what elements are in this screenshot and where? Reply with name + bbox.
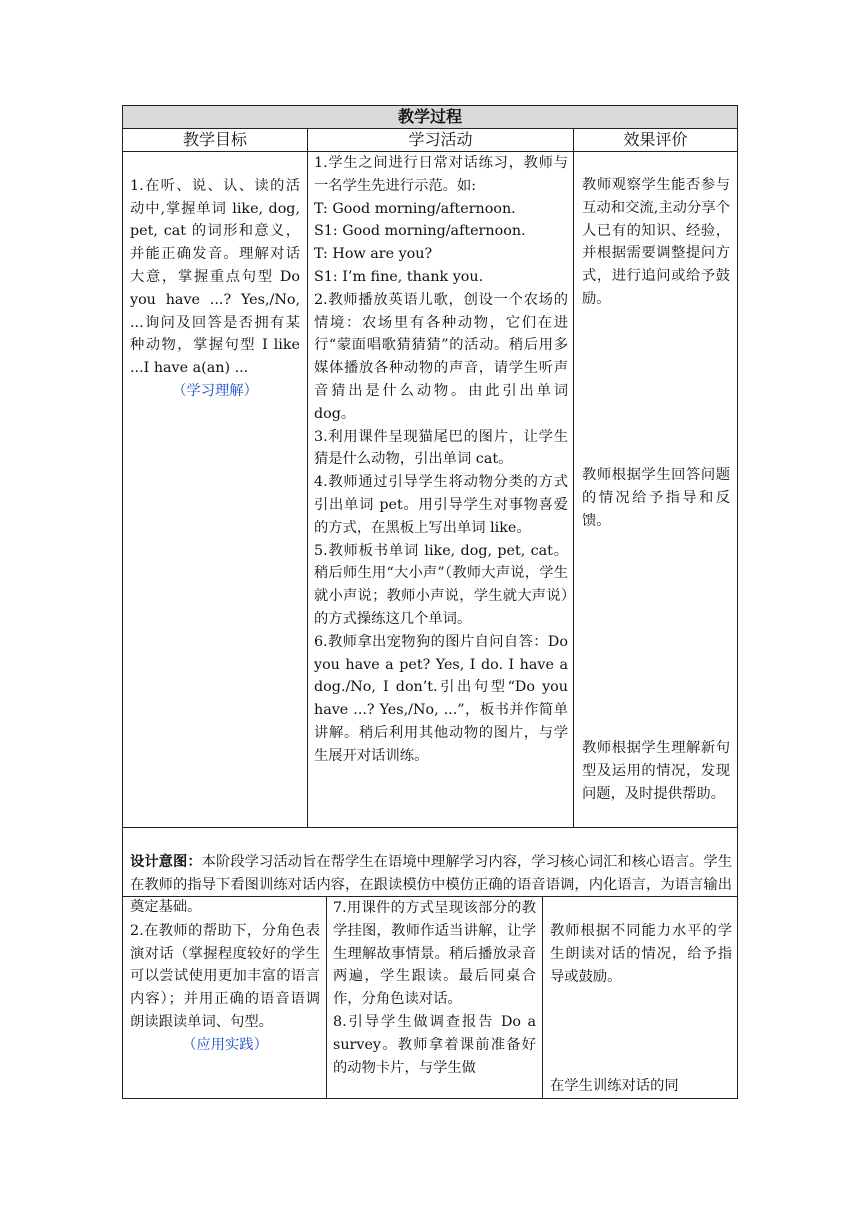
row1-eval-3: 教师根据学生理解新句型及运用的情况，发现问题，及时提供帮助。 — [582, 740, 730, 802]
row2-eval-1: 教师根据不同能力水平的学生朗读对话的情况，给予指导或鼓励。 — [550, 923, 732, 985]
row2-goal-text: 2.在教师的帮助下，分角色表演对话（掌握程度较好的学生可以尝试使用更加丰富的语言内容）；并用正确的语音语调朗读跟读单词、句型。 — [130, 922, 320, 1030]
table-border-left — [122, 105, 123, 1099]
table-border-right — [737, 105, 738, 1099]
table-border-bottom — [122, 1098, 738, 1099]
header-goals: 教学目标 — [182, 130, 247, 149]
table-title: 教学过程 — [123, 106, 737, 128]
row2-col-sep-1 — [326, 896, 327, 1099]
header-activities: 学习活动 — [408, 130, 473, 149]
row2-eval-2: 在学生训练对话的同 — [550, 1078, 679, 1094]
row2-col-sep-2 — [542, 896, 543, 1099]
row2-activity-cell: 7.用课件的方式呈现该部分的教学挂图，教师作适当讲解，让学生理解故事情景。稍后播放录音两遍，学生跟读。最后同桌合作，分角色读对话。 8.引导学生做调查报告 Do a survey。教师拿着课前准备好的动物卡片，与学生做 — [333, 900, 536, 1076]
row1-activity-cell: 1.学生之间进行日常对话练习，教师与一名学生先进行示范。如: T: Good morning/afternoon. S1: Good morning/afternoon. T: How are you? S1: I’m fine, thank you. 2.教师播放英语儿歌，创设一个农场的情境：农场里有各种动物，它们在进行“蒙面唱歌猜猜猜”的活动。稍后用多媒体播放各种动物的声音，请学生听声音猜出是什么动物。由此引出单词 dog。 3.利用课件呈现猫尾巴的图片，让学生猜是什么动物，引出单词 cat。 4.教师通过引导学生将动物分类的方式引出单词 pet。用引导学生对事物喜爱的方式，在黑板上写出单词 like。 5.教师板书单词 like, dog, pet, cat。稍后师生用“大小声”（教师大声说，学生就小声说；教师小声说，学生就大声说）的方式操练这几个单词。 6.教师拿出宠物狗的图片自问自答：Do you have a pet? Yes, I do. I have a dog./No, I don’t.引出句型“Do you have ...? Yes,/No, ...”，板书并作简单讲解。稍后利用其他动物的图片，与学生展开对话训练。 — [314, 155, 568, 764]
header-evaluation: 效果评价 — [623, 130, 688, 149]
row1-col-sep-2 — [573, 128, 574, 828]
row1-goal-cell — [130, 152, 300, 426]
row1-goal-tag: （学习理解） — [172, 382, 258, 399]
design-intent-text: 本阶段学习活动旨在帮学生在语境中理解学习内容，学习核心词汇和核心语言。学生在教师的指导下看图训练对话内容，在跟读模仿中模仿正确的语音语调，内化语言，为语言输出奠定基础。 — [130, 853, 732, 916]
row2-goal-tag: （应用实践） — [182, 1036, 268, 1053]
row1-eval-2: 教师根据学生回答问题的情况给予指导和反馈。 — [582, 467, 730, 529]
row1-eval-1: 教师观察学生能否参与互动和交流,主动分享个人已有的知识、经验，并根据需要调整提问方式，进行追问或给予鼓励。 — [582, 177, 730, 307]
row2-goal-cell — [130, 897, 320, 1079]
row1-col-sep-1 — [307, 128, 308, 828]
row1-goal-text: 1.在听、说、认、读的活动中,掌握单词 like, dog, pet, cat 的词形和意义，并能正确发音。理解对话大意，掌握重点句型 Do you have ...? Yes,/No, ...询问及回答是否拥有某种动物，掌握句型 I like ...I have a(an) ... — [130, 177, 300, 377]
design-intent-label: 设计意图： — [130, 853, 202, 870]
